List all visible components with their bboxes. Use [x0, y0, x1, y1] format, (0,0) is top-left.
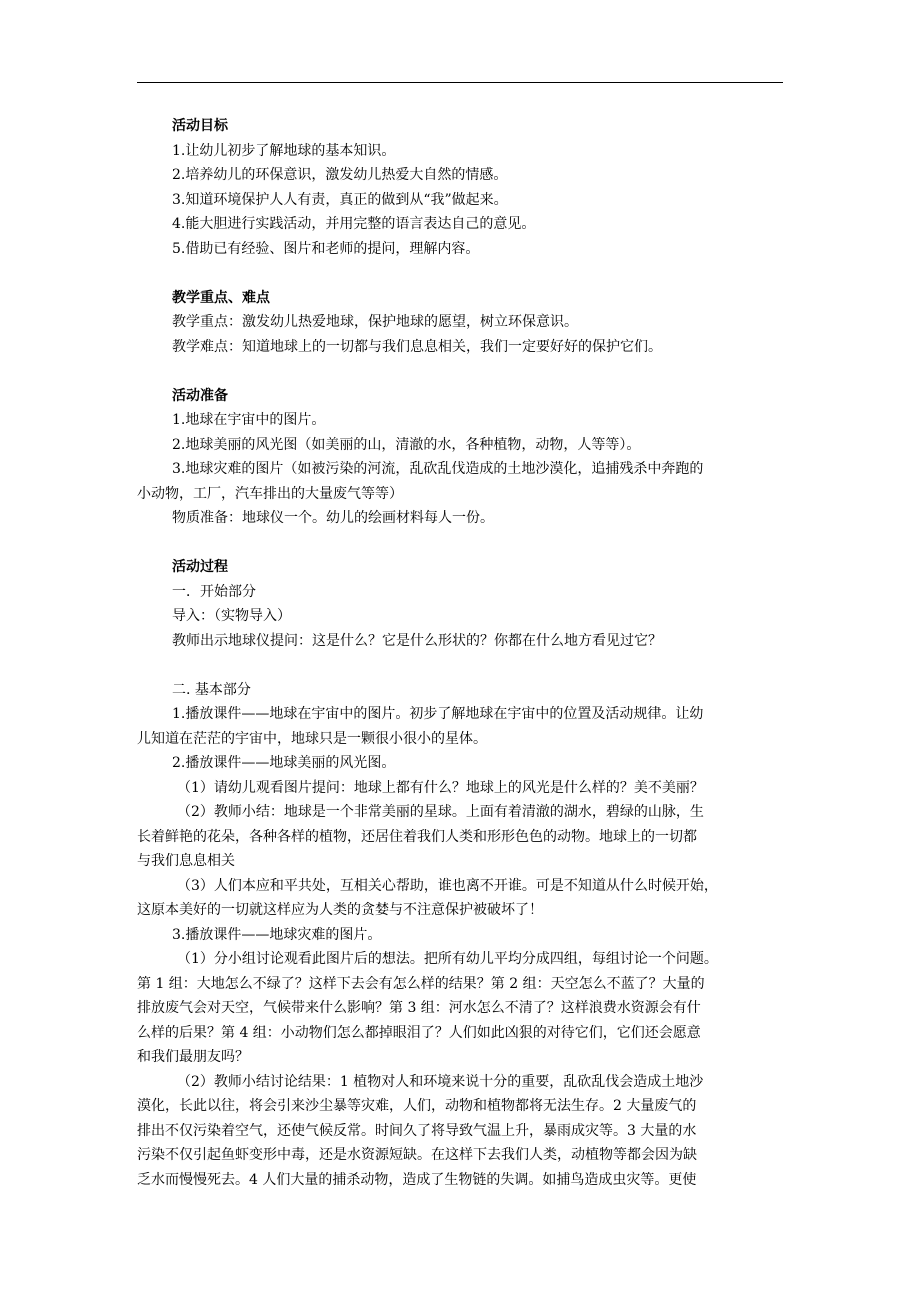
section-heading-preparation: 活动准备: [172, 387, 228, 404]
process-item-continued: 这原本美好的一切就这样应为人类的贪婪与不注意保护被破坏了！: [137, 902, 543, 918]
process-item-continued: 么样的后果？第 4 组：小动物们怎么都掉眼泪了？人们如此凶狠的对待它们，它们还会愿意: [137, 1024, 701, 1041]
section-heading-focus: 教学重点、难点: [172, 289, 270, 306]
process-subitem: （1）分小组讨论观看此图片后的想法。把所有幼儿平均分成四组，每组讨论一个问题。: [177, 951, 718, 967]
prep-item: 3.地球灾难的图片（如被污染的河流，乱砍乱伐造成的土地沙漠化，追捕残杀中奔跑的: [172, 461, 704, 477]
spacer: [172, 531, 794, 556]
process-item-continued: 儿知道在茫茫的宇宙中，地球只是一颗很小很小的星体。: [137, 730, 487, 747]
process-item-continued: 乏水而慢慢死去。4 人们大量的捕杀动物，造成了生物链的失调。如捕鸟造成虫灾等。更使: [137, 1171, 697, 1188]
section-heading-process: 活动过程: [172, 559, 228, 575]
process-subitem: （3）人们本应和平共处，互相关心帮助，谁也离不开谁。可是不知道从什么时候开始，: [177, 877, 718, 894]
prep-item: 1.地球在宇宙中的图片。: [172, 412, 326, 428]
goal-item: 4.能大胆进行实践活动，并用完整的语言表达自己的意见。: [172, 216, 536, 232]
focus-item: 教学重点：激发幼儿热爱地球，保护地球的愿望，树立环保意识。: [172, 314, 578, 330]
process-item: 2.播放课件——地球美丽的风光图。: [172, 755, 396, 771]
process-item: 导入：（实物导入）: [172, 608, 291, 624]
prep-item-continued: 小动物，工厂，汽车排出的大量废气等等）: [137, 485, 403, 502]
process-item: 一．开始部分: [172, 583, 256, 600]
process-item-continued: 污染不仅引起鱼虾变形中毒，还是水资源短缺。在这样下去我们人类，动植物等都会因为缺: [137, 1147, 697, 1163]
spacer: [172, 359, 794, 384]
goal-item: 1.让幼儿初步了解地球的基本知识。: [172, 142, 396, 159]
process-item-continued: 漠化，长此以往，将会引来沙尘暴等灾难，人们，动物和植物都将无法生存。2 大量废气的: [137, 1098, 697, 1114]
process-item-continued: 与我们息息相关: [137, 853, 235, 869]
goal-item: 2.培养幼儿的环保意识，激发幼儿热爱大自然的情感。: [172, 167, 508, 183]
header-rule: [137, 82, 783, 83]
prep-item: 2.地球美丽的风光图（如美丽的山，清澈的水，各种植物，动物，人等等）。: [172, 436, 641, 453]
section-heading-goals: 活动目标: [172, 118, 228, 134]
process-item: 教师出示地球仪提问：这是什么？它是什么形状的？你都在什么地方看见过它？: [172, 632, 662, 649]
process-subitem: （1）请幼儿观看图片提问：地球上都有什么？地球上的风光是什么样的？美不美丽？: [177, 779, 704, 796]
process-item-continued: 和我们最朋友吗？: [137, 1049, 249, 1065]
document-body: [137, 114, 794, 1192]
process-subitem: （2）教师小结讨论结果：1 植物对人和环境来说十分的重要，乱砍乱伐会造成土地沙: [177, 1073, 704, 1090]
process-item-continued: 排出不仅污染着空气，还使气候反常。时间久了将导致气温上升，暴雨成灾等。3 大量的水: [137, 1122, 697, 1139]
process-subitem: （2）教师小结：地球是一个非常美丽的星球。上面有着清澈的湖水，碧绿的山脉，生: [177, 804, 704, 820]
process-item-continued: 长着鲜艳的花朵，各种各样的植物，还居住着我们人类和形形色色的动物。地球上的一切都: [137, 828, 697, 845]
focus-item: 教学难点：知道地球上的一切都与我们息息相关，我们一定要好好的保护它们。: [172, 338, 662, 355]
goal-item: 3.知道环境保护人人有责，真正的做到从“我”做起来。: [172, 191, 508, 208]
process-item-continued: 第 1 组：大地怎么不绿了？这样下去会有怎么样的结果？第 2 组：天空怎么不蓝了？大量的: [137, 975, 705, 992]
spacer: [172, 653, 794, 678]
goal-item: 5.借助已有经验、图片和老师的提问，理解内容。: [172, 240, 480, 257]
process-item-continued: 排放废气会对天空，气候带来什么影响？第 3 组：河水怎么不清了？这样浪费水资源会有什: [137, 1000, 701, 1016]
prep-item: 物质准备：地球仪一个。幼儿的绘画材料每人一份。: [172, 510, 494, 526]
process-item: 1.播放课件——地球在宇宙中的图片。初步了解地球在宇宙中的位置及活动规律。让幼: [172, 706, 704, 722]
spacer: [172, 261, 794, 286]
process-subheading: 二. 基本部分: [172, 681, 251, 698]
process-item: 3.播放课件——地球灾难的图片。: [172, 926, 382, 943]
